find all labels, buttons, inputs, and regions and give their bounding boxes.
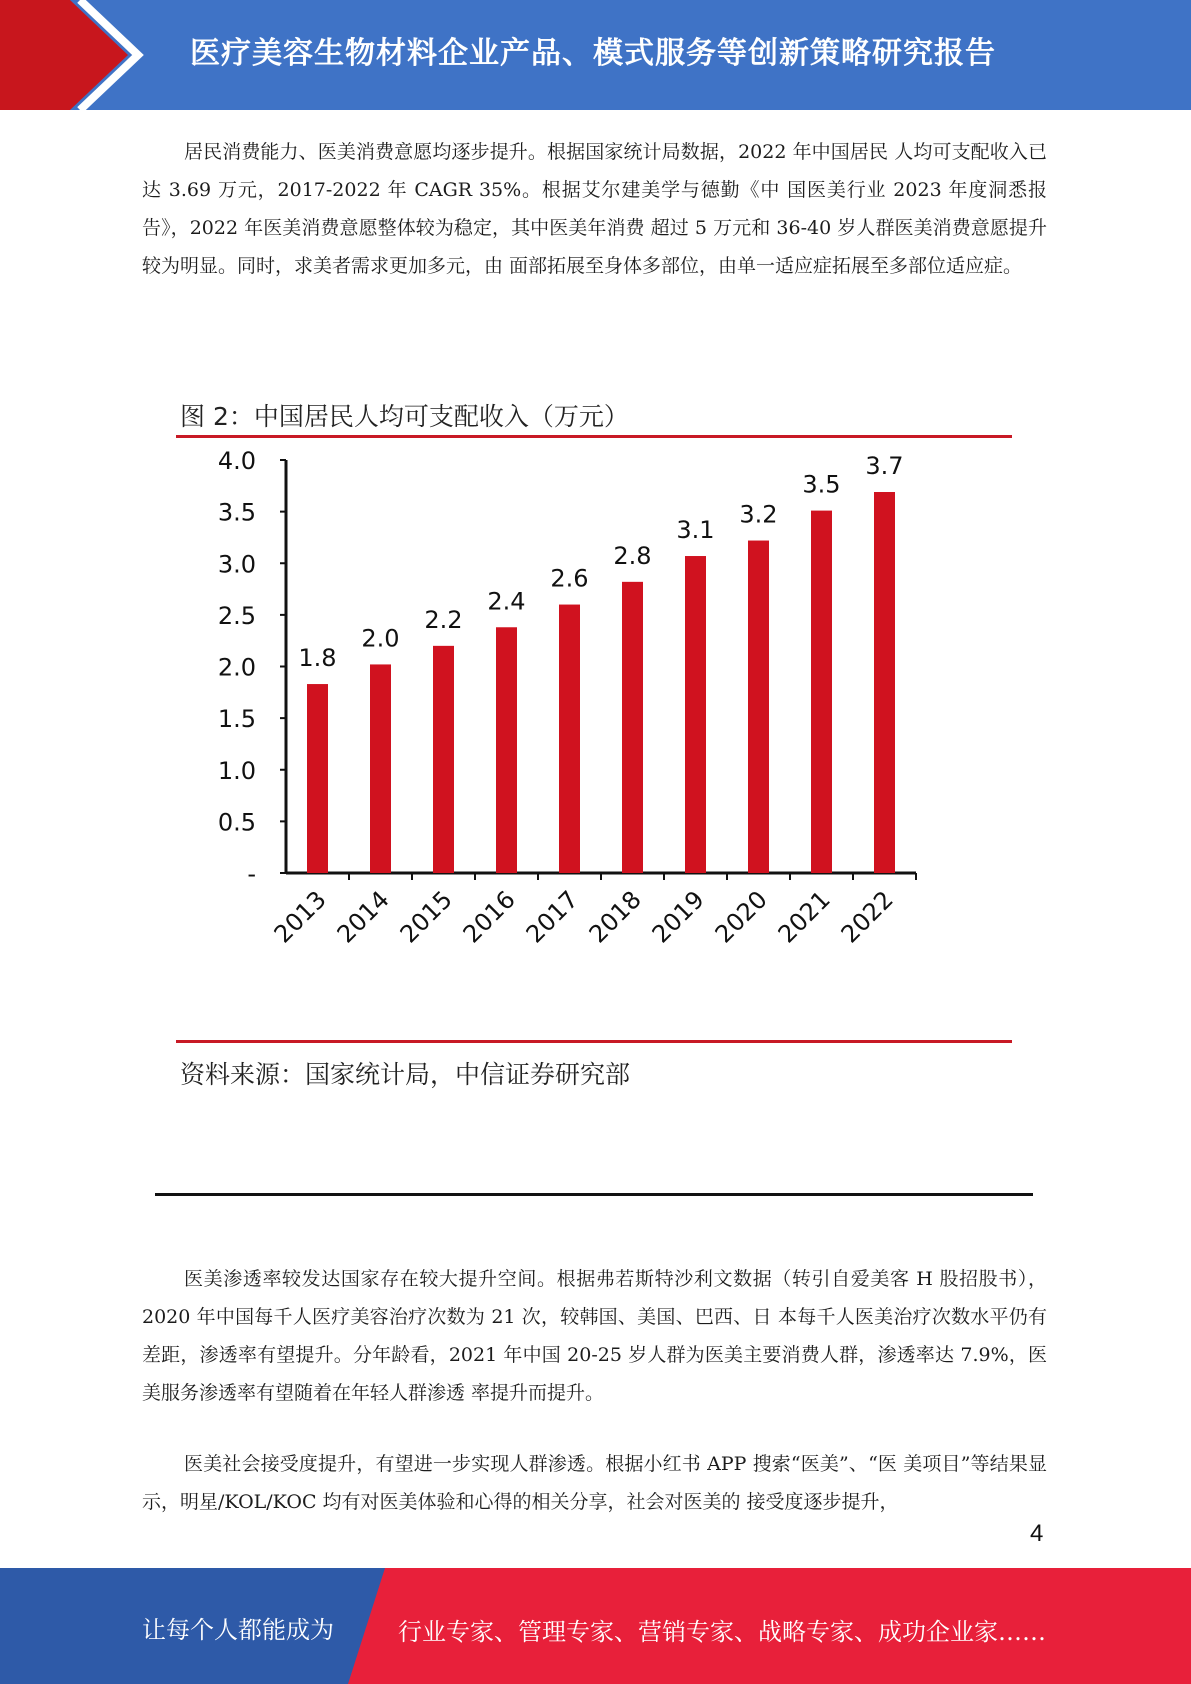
figure-income-chart — [140, 355, 1036, 1215]
bar — [307, 684, 328, 873]
y-tick-label: 3.0 — [217, 550, 256, 579]
x-tick-label: 2015 — [394, 885, 458, 949]
paragraph-penetration: 医美渗透率较发达国家存在较大提升空间。根据弗若斯特沙利文数据（转引自爱美客 H 股招股书），2020 年中国每千人医疗美容治疗次数为 21 次，较韩国、美国、巴西、日 本每千人医美治疗次数水平仍有差距，渗透率有望提升。分年龄看，2021 年中国 20-25 岁人群为医美主要消费人群，渗透率达 7.9%，医美服务渗透率有望随着在年轻人群渗透 率提升而提升。 — [142, 1268, 1047, 1404]
bar — [559, 605, 580, 873]
x-tick-label: 2019 — [646, 885, 710, 949]
footer-slogan-left: 让每个人都能成为 — [142, 1616, 334, 1644]
data-label: 3.1 — [676, 516, 715, 545]
y-tick-label: 0.5 — [217, 808, 256, 837]
bar — [748, 541, 769, 873]
y-tick-label: - — [247, 860, 256, 888]
figure-title: 图 2：中国居民人均可支配收入（万元） — [180, 402, 629, 431]
paragraph-acceptance: 医美社会接受度提升，有望进一步实现人群渗透。根据小红书 APP 搜索“医美”、“医 美项目”等结果显示，明星/KOL/KOC 均有对医美体验和心得的相关分享，社会对医美的 接受度逐步提升， — [142, 1453, 1047, 1513]
paragraph-consumption: 居民消费能力、医美消费意愿均逐步提升。根据国家统计局数据，2022 年中国居民 人均可支配收入已达 3.69 万元，2017-2022 年 CAGR 35%。根据艾尔建美学与德勤《中 国医美行业 2023 年度洞悉报告》，2022 年医美消费意愿整体较为稳定，其中医美年消费 超过 5 万元和 36-40 岁人群医美消费意愿提升较为明显。同时，求美者需求更加多元，由 面部拓展至身体多部位，由单一适应症拓展至多部位适应症。 — [142, 141, 1047, 277]
x-tick-label: 2022 — [835, 885, 899, 949]
figure-top-rule — [176, 435, 1012, 438]
page-number: 4 — [1030, 1520, 1044, 1547]
data-label: 2.2 — [424, 605, 463, 634]
x-tick-label: 2014 — [331, 885, 395, 949]
figure-source-rule — [176, 1040, 1012, 1043]
figure-bottom-rule — [155, 1193, 1033, 1196]
data-label: 3.7 — [865, 452, 904, 481]
data-label: 2.6 — [550, 564, 589, 593]
data-label: 2.0 — [361, 624, 400, 653]
figure-source: 资料来源：国家统计局，中信证券研究部 — [180, 1060, 631, 1089]
bar — [433, 646, 454, 873]
page-footer — [0, 1568, 1191, 1684]
report-title: 医疗美容生物材料企业产品、模式服务等创新策略研究报告 — [190, 36, 996, 71]
y-tick-label: 3.5 — [217, 498, 256, 527]
y-tick-label: 4.0 — [217, 447, 256, 475]
x-tick-label: 2013 — [268, 885, 332, 949]
x-tick-label: 2020 — [709, 885, 773, 949]
y-tick-label: 1.0 — [217, 756, 256, 785]
data-label: 3.5 — [802, 470, 841, 499]
bar-chart — [140, 445, 1036, 1045]
header-arrow-decoration — [0, 0, 200, 110]
x-tick-label: 2016 — [457, 885, 521, 949]
bar — [874, 492, 895, 873]
bar — [496, 627, 517, 873]
y-tick-label: 1.5 — [217, 705, 256, 734]
x-tick-label: 2017 — [520, 885, 584, 949]
footer-slogan-right: 行业专家、管理专家、营销专家、战略专家、成功企业家…… — [398, 1618, 1046, 1646]
y-tick-label: 2.0 — [217, 653, 256, 682]
bar — [370, 664, 391, 873]
x-tick-label: 2021 — [772, 885, 836, 949]
bar — [622, 582, 643, 873]
y-tick-label: 2.5 — [217, 601, 256, 630]
data-label: 1.8 — [298, 644, 337, 673]
data-label: 3.2 — [739, 500, 778, 529]
page-header — [0, 0, 1191, 110]
x-tick-label: 2018 — [583, 885, 647, 949]
bar — [811, 511, 832, 873]
bar — [685, 556, 706, 873]
data-label: 2.4 — [487, 587, 526, 616]
data-label: 2.8 — [613, 541, 652, 570]
